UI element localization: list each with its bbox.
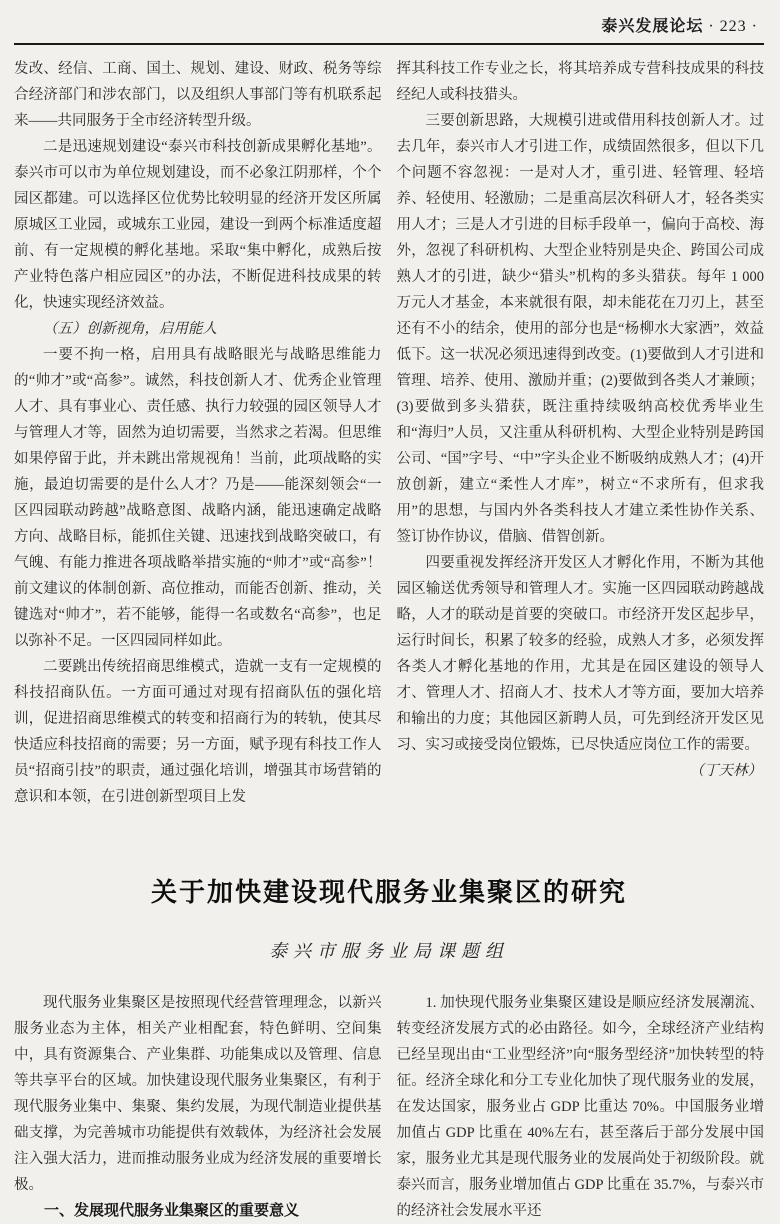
paragraph-text: 四要重视发挥经济开发区人才孵化作用，不断为其他园区输送优秀领导和管理人才。实施一区四园联动跨越战略，人才的联动是首要的突破口。市经济开发区起步早，运行时间长，积累了较多的经验，成熟人才多，必须发挥各类人才孵化基地的作用，尤其是在园区建设的领导人才、管理人才、招商人才、技术人才等方面，要加大培养和输出的力度；其他园区新聘人员，可先到经济开发区见习、实习或接受岗位锻炼，已尽快适应岗位工作的需要。 (396, 555, 764, 753)
paragraph: 一要不拘一格，启用具有战略眼光与战略思维能力的“帅才”或“高参”。诚然，科技创新人才、优秀企业管理人才、具有事业心、责任感、执行力较强的园区领导人才与管理人才等，固然为迫切需要，当然求之若渴。但思维如果停留于此，并未跳出常规视角！当前，此项战略的实施，最迫切需要的是什么人才？乃是——能深刻领会“一区四园联动跨越”战略意图、战略内涵，能迅速确定战略方向、战略目标，能抓住关键、迅速找到战略突破口，有气魄、有能力推进各项战略举措实施的“帅才”或“高参”！前文建议的体制创新、高位推动，而能否创新、推动，关键选对“帅才”，若不能够，能得一名或数名“高参”，也足以弥补不足。一区四园同样如此。 (14, 347, 382, 649)
header-divider-rule (14, 43, 764, 45)
subsection-heading: （五）创新视角，启用能人 (43, 321, 217, 337)
article1-right-column (397, 56, 765, 810)
paragraph: 发改、经信、工商、国土、规划、建设、财政、税务等综合经济部门和涉农部门，以及组织人事部门等有机联系起来——共同服务于全市经济转型升级。 (14, 61, 382, 129)
paragraph (396, 550, 765, 779)
paragraph: 现代服务业集聚区是按照现代经营管理理念，以新兴服务业态为主体，相关产业相配套，特色鲜明、空间集中，具有资源集合、产业集群、功能集成以及管理、信息等共享平台的区域。加快建设现代服务业集聚区，有利于现代服务业集中、集聚、集约发展，为现代制造业提供基础支撑，为完善城市功能提供有效载体，为经济社会发展注入强大活力，进而推动服务业成为经济发展的重要增长极。 (14, 995, 382, 1193)
article1-columns (14, 56, 764, 810)
article2-left-column (14, 990, 382, 1224)
article2-author: 泰兴市服务业局课题组 (269, 941, 509, 961)
paragraph: 挥其科技工作专业之长，将其培养成专营科技成果的科技经纪人或科技猎头。 (396, 61, 764, 103)
article2-title: 关于加快建设现代服务业集聚区的研究 (150, 877, 627, 907)
paragraph: 三要创新思路，大规模引进或借用科技创新人才。过去几年，泰兴市人才引进工作，成绩固然很多，但以下几个问题不容忽视：一是对人才，重引进、轻管理、轻培养、轻使用、轻激励；二是重高层次科研人才，轻各类实用人才；三是人才引进的目标手段单一，偏向于高校、海外，忽视了科研机构、大型企业特别是央企、跨国公司成熟人才的引进，缺少“猎头”机构的多头猎获。每年 1 000 万元人才基金，本来就很有限，却未能花在刀刃上，甚至还有不小的结余，使用的部分也是“杨柳水大家洒”，效益低下。这一状况必须迅速得到改变。(1)要做到人才引进和管理、培养、使用、激励并重；(2)要做到各类人才兼顾；(3)要做到多头猎获，既注重持续吸纳高校优秀毕业生和“海归”人员，又注重从科研机构、大型企业特别是跨国公司、“国”字号、“中”字头企业不断吸纳成熟人才；(4)开放创新，建立“柔性人才库”，树立“不求所有，但求我用”的思想，与国内外各类科技人才建立柔性协作关系、签订协作协议，借脑、借智创新。 (396, 113, 764, 545)
page-number: · 223 · (703, 18, 758, 35)
article2-columns (14, 990, 764, 1224)
article2-right-column (397, 990, 765, 1224)
section-heading: 一、发展现代服务业集聚区的重要意义 (44, 1202, 300, 1219)
journal-title: 泰兴发展论坛 (601, 18, 704, 35)
article1-left-column (14, 56, 382, 810)
paragraph: 1. 加快现代服务业集聚区建设是顺应经济发展潮流、转变经济发展方式的必由路径。如今，全球经济产业结构已经呈现出由“工业型经济”向“服务型经济”加快转型的特征。经济全球化和分工专业化加快了现代服务业的发展，在发达国家，服务业占 GDP 比重达 70%。中国服务业增加值占 GDP 比重在 40%左右，甚至落后于部分发展中国家，服务业尤其是现代服务业的发展尚处于初级阶段。就泰兴而言，服务业增加值占 GDP 比重在 35.7%，与泰兴市的经济社会发展水平还 (396, 995, 764, 1219)
paragraph: 二是迅速规划建设“泰兴市科技创新成果孵化基地”。泰兴市可以市为单位规划建设，而不必象江阴那样，个个园区都建。可以选择区位优势比较明显的经济开发区所属原城区工业园，或城东工业园，建设一到两个标准适度超前、有一定规模的孵化基地。采取“集中孵化，成熟后按产业特色落户相应园区”的办法，不断促进科技成果的转化，快速实现经济效益。 (14, 139, 382, 311)
paragraph: 二要跳出传统招商思维模式，造就一支有一定规模的科技招商队伍。一方面可通过对现有招商队伍的强化培训，促进招商思维模式的转变和招商行为的转轨，使其尽快适应科技招商的需要；另一方面，赋予现有科技工作人员“招商引技”的职责，通过强化培训，增强其市场营销的意识和本领，在引进创新型项目上发 (14, 659, 382, 805)
author-signature: （丁天林） (689, 763, 762, 779)
page-header (14, 13, 764, 36)
